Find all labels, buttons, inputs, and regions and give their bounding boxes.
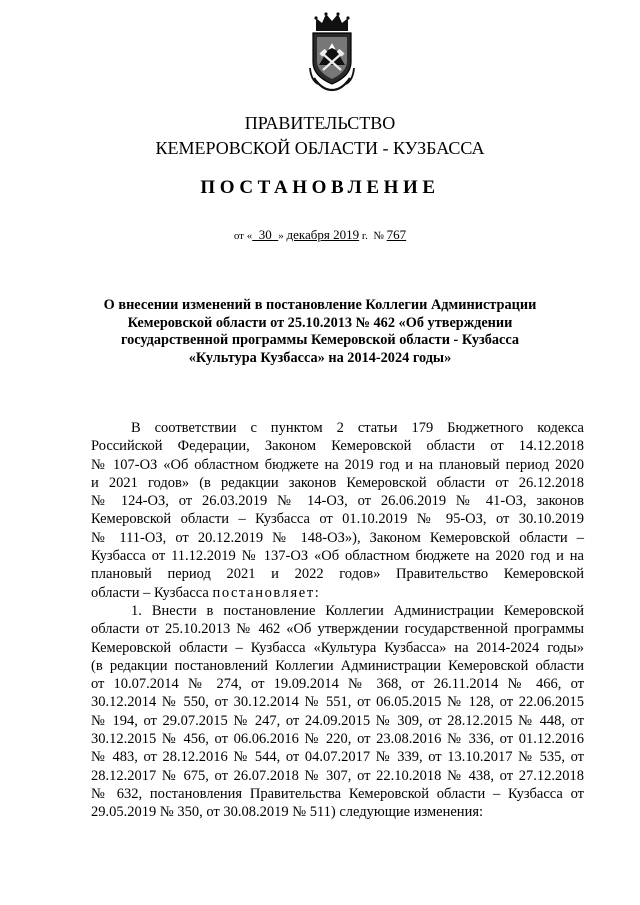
date-year-suffix: г.	[359, 230, 368, 242]
body-line: плановый период 2021 и 2022 годов» Правительство Кемеровской	[91, 566, 584, 583]
org-name-line1: ПРАВИТЕЛЬСТВО	[244, 113, 396, 133]
body-line: Кемеровской области – Кузбасса от 01.10.2019 № 95-ОЗ, от 30.10.2019	[91, 511, 584, 528]
body-line	[91, 584, 584, 602]
body-line: 30.12.2014 № 550, от 30.12.2014 № 551, от 06.05.2015 № 128, от 22.06.2015	[91, 694, 584, 711]
subject-line: Кемеровской области от 25.10.2013 № 462 «Об утверждении	[127, 314, 513, 331]
number-prefix: №	[367, 230, 387, 242]
body-line: 28.12.2017 № 675, от 26.07.2018 № 307, от 22.10.2018 № 438, от 27.12.2018	[91, 767, 584, 784]
subject-line: О внесении изменений в постановление Коллегии Администрации	[103, 297, 537, 313]
coat-of-arms-emblem	[302, 10, 362, 94]
document-number: 767	[386, 227, 407, 242]
body-line: 1. Внести в постановление Коллегии Администрации Кемеровской	[131, 602, 584, 619]
body-line-prefix: области – Кузбасса	[91, 584, 213, 601]
body-line-spaced-word: постановляет:	[212, 584, 321, 601]
body-line: 30.12.2015 № 456, от 06.06.2016 № 220, от 23.08.2016 № 336, от 01.12.2016	[91, 731, 584, 748]
body-line: № 111-ОЗ, от 20.12.2019 № 148-ОЗ»), Законом Кемеровской области –	[91, 529, 584, 546]
body-line: и 2021 годов» (в редакции законов Кемеровской области от 26.12.2018	[91, 474, 584, 491]
date-mid: »	[278, 230, 287, 242]
document-subject	[0, 297, 640, 367]
body-line: Российской Федерации, Законом Кемеровской области от 14.12.2018	[91, 438, 584, 455]
body-line: № 632, постановления Правительства Кемеровской области – Кузбасса от	[91, 785, 584, 802]
body-line: В соответствии с пунктом 2 статьи 179 Бюджетного кодекса	[131, 420, 584, 436]
date-day: 30	[252, 227, 279, 242]
body-line: № 124-ОЗ, от 26.03.2019 № 14-ОЗ, от 26.06.2019 № 41-ОЗ, законов	[91, 493, 584, 510]
body-line: № 194, от 29.07.2015 № 247, от 24.09.2015 № 309, от 28.12.2015 № 448, от	[91, 712, 584, 729]
org-name-line2: КЕМЕРОВСКОЙ ОБЛАСТИ - КУЗБАССА	[155, 138, 485, 158]
subject-line: государственной программы Кемеровской области - Кузбасса	[120, 332, 520, 348]
body-line: Кузбасса от 11.12.2019 № 137-ОЗ «Об областном бюджете на 2020 год и на	[91, 548, 584, 565]
body-line: (в редакции постановлений Коллегии Администрации Кемеровской области	[91, 657, 584, 674]
date-prefix: от «	[233, 230, 253, 242]
subject-line: «Культура Кузбасса» на 2014-2024 годы»	[188, 349, 452, 366]
body-line: Кемеровской области – Кузбасса «Культура Кузбасса» на 2014-2024 годы»	[91, 639, 584, 656]
body-line: № 107-ОЗ «Об областном бюджете на 2019 год и на плановый период 2020	[91, 456, 584, 473]
body-text	[91, 419, 584, 822]
document-type-title: ПОСТАНОВЛЕНИЕ	[200, 177, 440, 198]
date-number-line	[0, 227, 640, 243]
body-line: 29.05.2019 № 350, от 30.08.2019 № 511) следующие изменения:	[91, 804, 484, 821]
body-line: № 483, от 28.12.2016 № 544, от 04.07.2017 № 339, от 13.10.2017 № 535, от	[91, 749, 584, 766]
body-line: от 10.07.2014 № 274, от 19.09.2014 № 368, от 26.11.2014 № 466, от	[91, 676, 584, 693]
date-month-year: декабря 2019	[286, 227, 360, 242]
body-line: области от 25.10.2013 № 462 «Об утверждении государственной программы	[91, 621, 584, 638]
